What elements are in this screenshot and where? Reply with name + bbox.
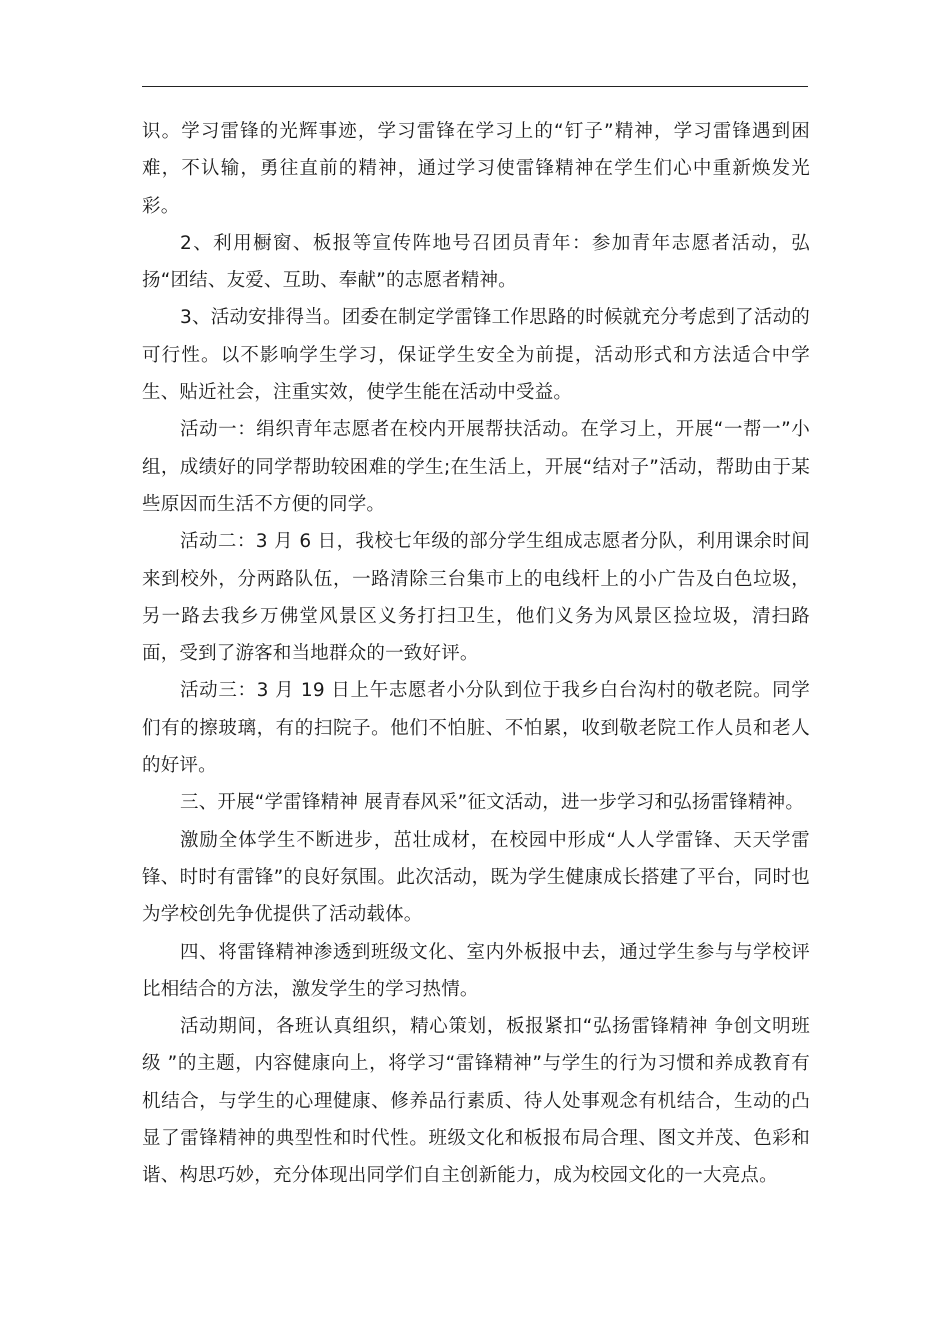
paragraph: 活动一：绢织青年志愿者在校内开展帮扶活动。在学习上，开展“一帮一”小组，成绩好的同学帮助较困难的学生;在生活上，开展“结对子”活动，帮助由于某些原因而生活不方便的同学。: [142, 419, 810, 515]
paragraph: 四、将雷锋精神渗透到班级文化、室内外板报中去，通过学生参与与学校评比相结合的方法，激发学生的学习热情。: [142, 941, 810, 1000]
paragraph: 三、开展“学雷锋精神 展青春风采”征文活动，进一步学习和弘扬雷锋精神。: [180, 792, 805, 814]
header-rule: [142, 86, 808, 87]
paragraph: 识。学习雷锋的光辉事迹，学习雷锋在学习上的“钉子”精神，学习雷锋遇到困难，不认输，勇往直前的精神，通过学习使雷锋精神在学生们心中重新焕发光彩。: [142, 121, 810, 217]
paragraph: 活动期间，各班认真组织，精心策划，板报紧扣“弘扬雷锋精神 争创文明班级 ”的主题，内容健康向上，将学习“雷锋精神”与学生的行为习惯和养成教育有机结合，与学生的心理健康、修养品行素质、待人处事观念有机结合，生动的凸显了雷锋精神的典型性和时代性。班级文化和板报布局合理、图文并茂、色彩和谐、构思巧妙，充分体现出同学们自主创新能力，成为校园文化的一大亮点。: [142, 1016, 810, 1187]
paragraph: 活动二：3 月 6 日，我校七年级的部分学生组成志愿者分队，利用课余时间来到校外，分两路队伍，一路清除三台集市上的电线杆上的小广告及白色垃圾，另一路去我乡万佛堂风景区义务打扫卫生，他们义务为风景区捡垃圾，清扫路面，受到了游客和当地群众的一致好评。: [142, 531, 810, 665]
paragraph: 3、活动安排得当。团委在制定学雷锋工作思路的时候就充分考虑到了活动的可行性。以不影响学生学习，保证学生安全为前提，活动形式和方法适合中学生、贴近社会，注重实效，使学生能在活动中受益。: [142, 307, 810, 404]
document-body: [142, 113, 810, 1195]
paragraph: 活动三：3 月 19 日上午志愿者小分队到位于我乡白台沟村的敬老院。同学们有的擦玻璃，有的扫院子。他们不怕脏、不怕累，收到敬老院工作人员和老人的好评。: [142, 680, 810, 777]
paragraph: 激励全体学生不断进步，茁壮成材，在校园中形成“人人学雷锋、天天学雷锋、时时有雷锋”的良好氛围。此次活动，既为学生健康成长搭建了平台，同时也为学校创先争优提供了活动载体。: [142, 829, 810, 926]
paragraph: 2、利用橱窗、板报等宣传阵地号召团员青年：参加青年志愿者活动，弘扬“团结、友爱、互助、奉献”的志愿者精神。: [142, 232, 810, 292]
